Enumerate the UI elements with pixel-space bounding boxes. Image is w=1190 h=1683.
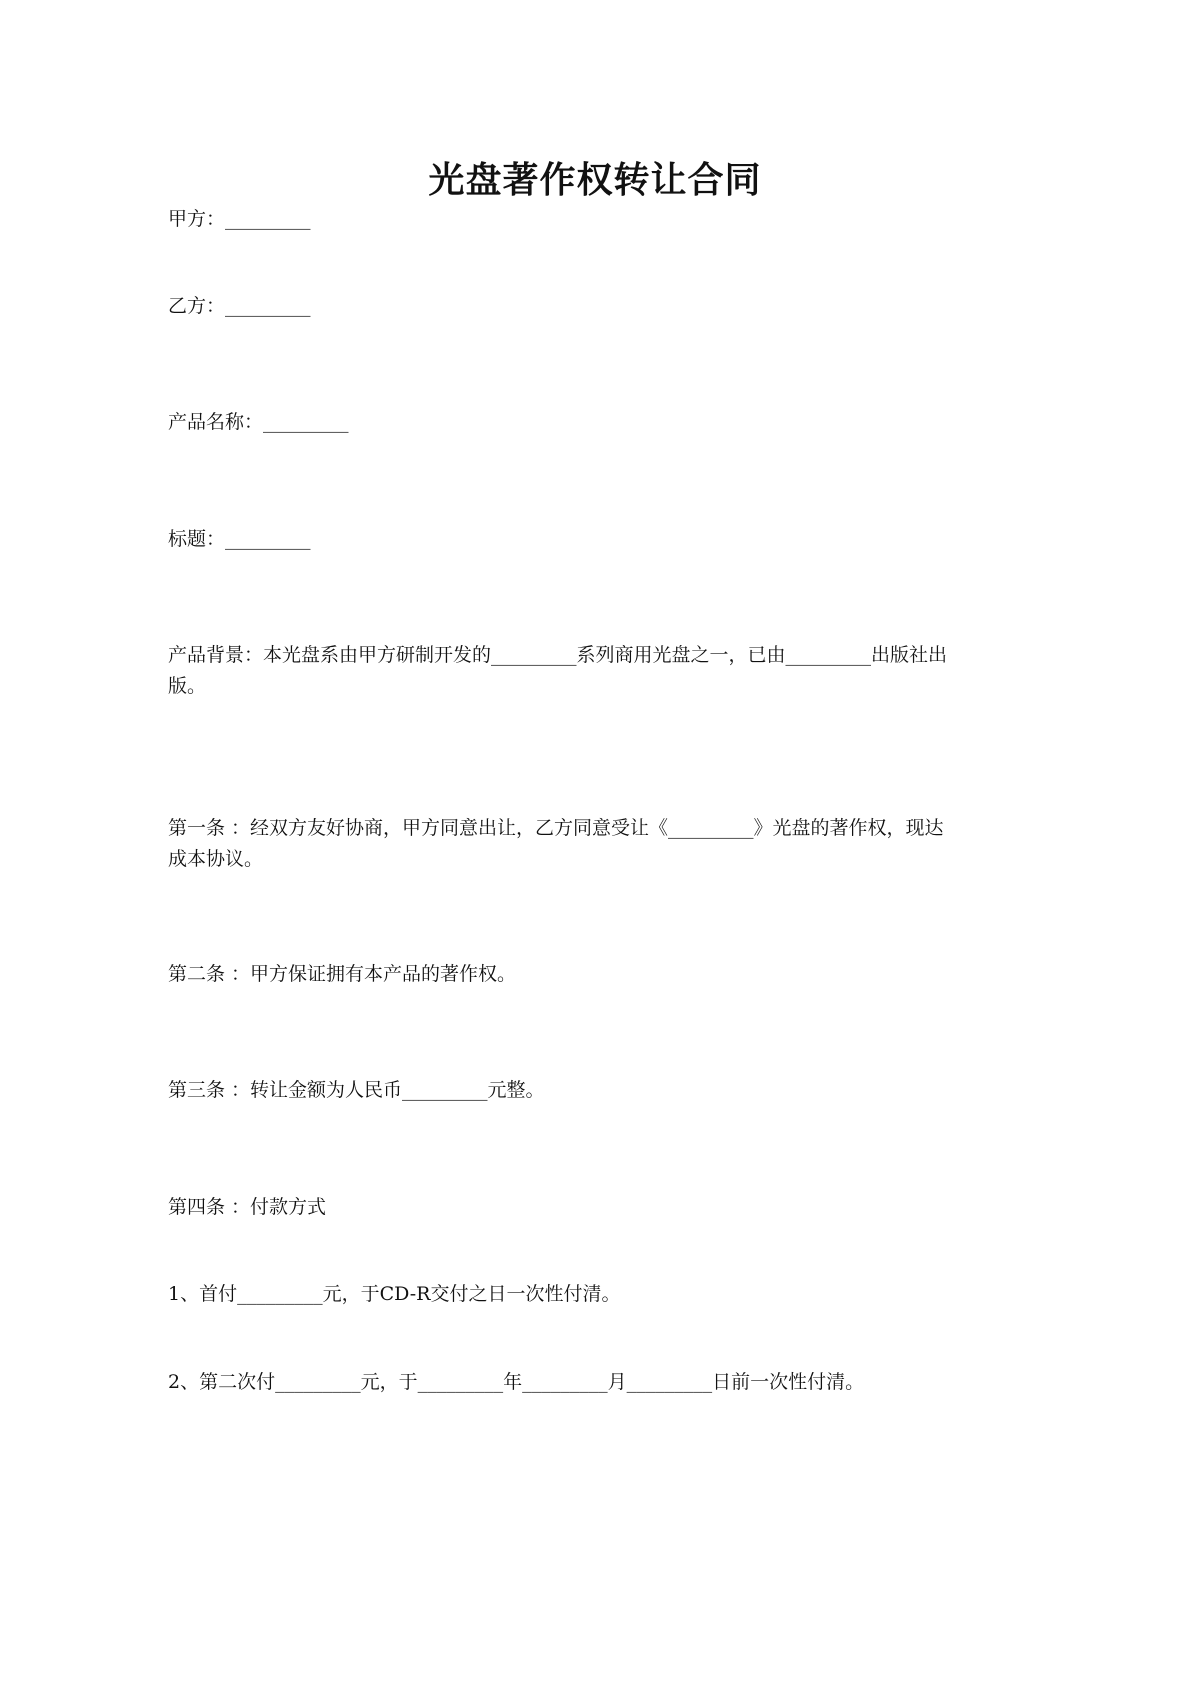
article-3-paragraph: 第三条 ：转让金额为人民币_________元整。 [168,1079,545,1101]
article-2-paragraph: 第二条 ：甲方保证拥有本产品的著作权。 [168,963,517,985]
heading-line: 标题：_________ [168,528,311,550]
payment-item-1: 1、首付_________元，于CD-R交付之日一次性付清。 [168,1283,621,1305]
party-b-line: 乙方：_________ [168,295,311,317]
article-4-heading: 第四条 ：付款方式 [168,1196,327,1218]
document-title: 光盘著作权转让合同 [428,159,762,201]
payment-item-2: 2、第二次付_________元，于_________年_________月_________日前一次性付清。 [168,1371,865,1393]
product-background-paragraph: 产品背景：本光盘系由甲方研制开发的_________系列商用光盘之一，已由_________出版社出版。 [168,644,948,697]
article-1-paragraph: 第一条 ：经双方友好协商，甲方同意出让，乙方同意受让《_________》光盘的著作权，现达成本协议。 [168,817,944,870]
product-name-line: 产品名称：_________ [168,411,349,433]
party-a-line: 甲方：_________ [168,208,311,230]
